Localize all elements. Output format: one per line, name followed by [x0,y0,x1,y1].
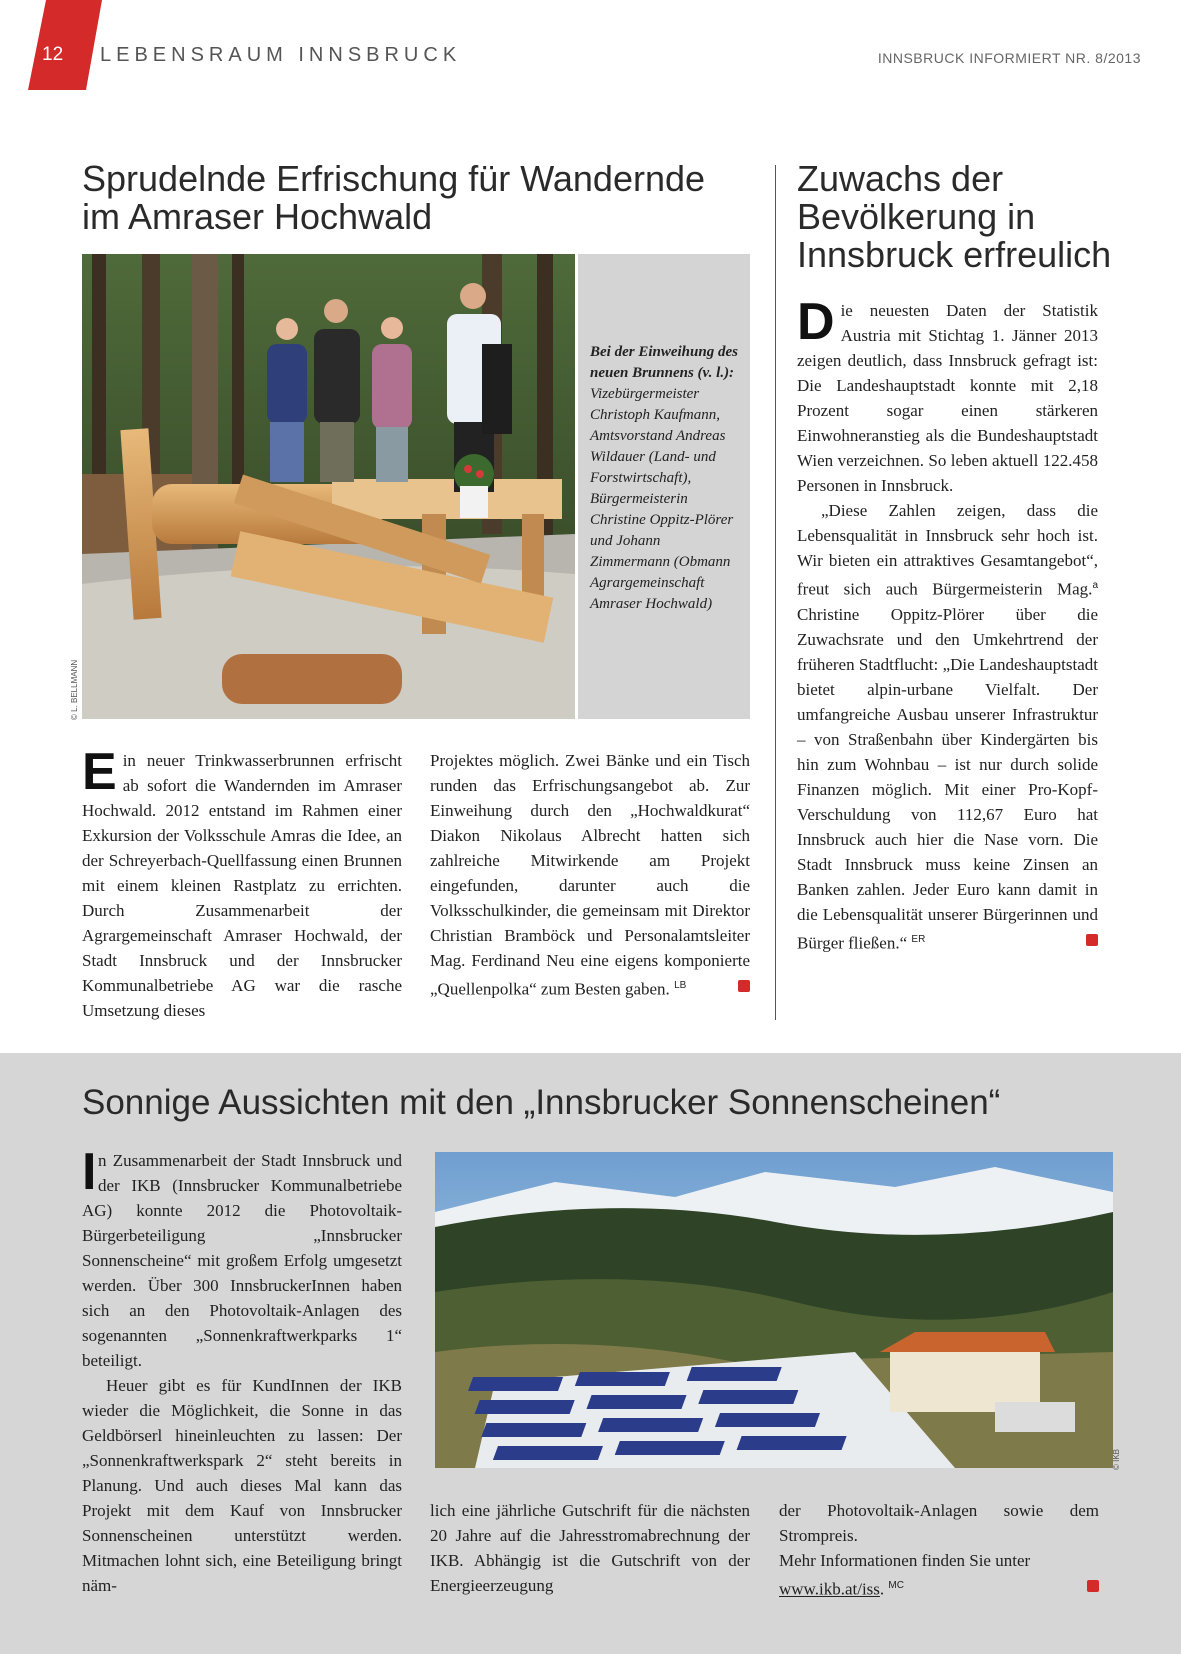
end-mark [1086,934,1098,946]
solar-park-photo [435,1152,1113,1468]
superscript-a: a [1092,580,1098,591]
article2-paragraph2b: Christine Oppitz-Plörer über die Zuwachsrate und den Umkehrtrend der früheren Stadtflucht: „Die Landeshauptstadt bietet alpin-urbane Vielfalt. Der umfangreiche Ausbau unserer Infrastruktur – von Straßenbahn über Kindergärten bis hin zum Wohnbau – ist nur durch solide Finanzen möglich. Mit einer Pro-Kopf-Verschuldung von 112,67 Euro hat Innsbruck auch hier die Nase vorn. Die Stadt Innsbruck muss keine Zinsen an Banken zahlen. Jeder Euro kann damit in die Lebensqualität unserer Bürgerinnen und Bürger fließen.“ [797,604,1098,953]
dropcap: D [797,293,835,351]
photo-caption-box [578,254,750,719]
photo-caption [590,342,744,615]
caption-lead: Bei der Einweihung des neuen Brunnens (v. l.): [590,344,738,381]
article3-paragraph1: n Zusammenarbeit der Stadt Innsbruck und der IKB (Innsbrucker Kommunalbetriebe AG) konnte 2012 die Photovoltaik-Bürgerbeteiligung „Innsbrucker Sonnenscheine“ mit großem Erfolg umgesetzt werden. Über 300 InnsbruckerInnen haben sich an den Photovoltaik-Anlagen des sogenannten „Sonnenkraftwerkparks 1“ beteiligt. [82,1151,402,1370]
article3-column3: der Photovoltaik-Anlagen sowie dem Strompreis. Mehr Informationen finden Sie unter www.ikb.at/iss. $^{MC}$ [779,1501,1099,1599]
article2-paragraph2a: „Diese Zahlen zeigen, dass die Lebensqualität in Innsbruck sehr hoch ist. Wir bieten ein attraktives Gesamtangebot“, freut sich auch Bürgermeisterin Mag. [797,501,1098,599]
article3-title: Sonnige Aussichten mit den „Innsbrucker Sonnenscheinen“ [82,1083,1001,1122]
photo-credit: © L. BELLMANN [70,659,79,720]
author-initials: MC [888,1580,904,1591]
article3-text-2: lich eine jährliche Gutschrift für die nächsten 20 Jahre auf die Jahresstromabrechnung der IKB. Abhängig ist die Gutschrift von der Energieerzeugung [430,1501,750,1595]
photo-credit: © IKB [1112,1448,1121,1470]
column-divider [775,165,776,1020]
article1-column2 [430,748,750,1002]
dropcap: E [82,743,117,801]
page-number: 12 [42,44,64,65]
article2-paragraph1: ie neuesten Daten der Statistik Austria mit Stichtag 1. Jänner 2013 zeigen deutlich, dass Innsbruck gefragt ist: Die Landeshauptstadt konnte mit 2,18 Prozent sogar einen stärkeren Einwohneranstieg als die Bundeshauptstadt Wien verzeichnen. So leben aktuell 122.458 Personen in Innsbruck. [797,301,1098,495]
section-title: LEBENSRAUM INNSBRUCK [100,44,462,66]
article2-title: Zuwachs der Bevölkerung in Innsbruck erfreulich [797,158,1112,275]
article1-title: Sprudelnde Erfrischung für Wandernde im Amraser Hochwald [82,158,706,237]
article3-text-3: der Photovoltaik-Anlagen sowie dem Strompreis. [779,1501,1099,1545]
end-mark [1087,1580,1099,1592]
end-mark [738,980,750,992]
article1-text-2: Projektes möglich. Zwei Bänke und ein Tisch runden das Erfrischungsangebot ab. Zur Einweihung durch den „Hochwaldkurat“ Diakon Nikolaus Albrecht hatten sich zahlreiche Mitwirkende am Projekt eingefunden, darunter auch die Volksschulkinder, die gemeinsam mit Direktor Christian Bramböck und Personalamtsleiter Mag. Ferdinand Neu eine eigens komponierte „Quellenpolka“ zum Besten gaben. [430,751,750,999]
fountain-photo-illustration [82,254,575,719]
solar-park-illustration [435,1152,1113,1468]
info-link[interactable]: www.ikb.at/iss [779,1579,880,1599]
author-initials: ER [911,933,926,945]
issue-label: INNSBRUCK INFORMIERT NR. 8/2013 [877,50,1141,66]
dropcap: I [82,1143,97,1201]
article3-text-4: Mehr Informationen finden Sie unter [779,1551,1031,1570]
article3-column1 [82,1143,402,1598]
caption-text: Vizebürgermeister Christoph Kaufmann, Amtsvorstand Andreas Wildauer (Land- und Forstwirtschaft), Bürgermeisterin Christine Oppitz-Plörer und Johann Zimmermann (Obmann Agrargemeinschaft Amraser Hochwald) [590,386,734,612]
fountain-photo [82,254,575,719]
article1-column1 [82,743,402,1023]
article1-text-1: in neuer Trinkwasserbrunnen erfrischt ab sofort die Wandernden im Amraser Hochwald. 2012 entstand im Rahmen einer Exkursion der Volksschule Amras die Idee, an der Schreyerbach-Quellfassung einen Brunnen mit einem kleinen Rastplatz zu errichten. Durch Zusammenarbeit der Agrargemeinschaft Amraser Hochwald, der Stadt Innsbruck und der Innsbrucker Kommunalbetriebe AG war die rasche Umsetzung dieses [82,751,402,1020]
article3-column2 [430,1498,750,1598]
author-initials: LB [674,980,687,991]
article2-column [797,293,1098,955]
article3-paragraph2: Heuer gibt es für KundInnen der IKB wieder die Möglichkeit, die Sonne in das Geldbörserl hineinleuchten zu lassen: Der „Sonnenkraftwerkspark 2“ steht bereits in Planung. Und auch dieses Mal kann das Projekt mit dem Kauf von Innsbrucker Sonnenscheinen unterstützt werden. Mitmachen lohnt sich, eine Beteiligung bringt näm- [82,1376,402,1595]
